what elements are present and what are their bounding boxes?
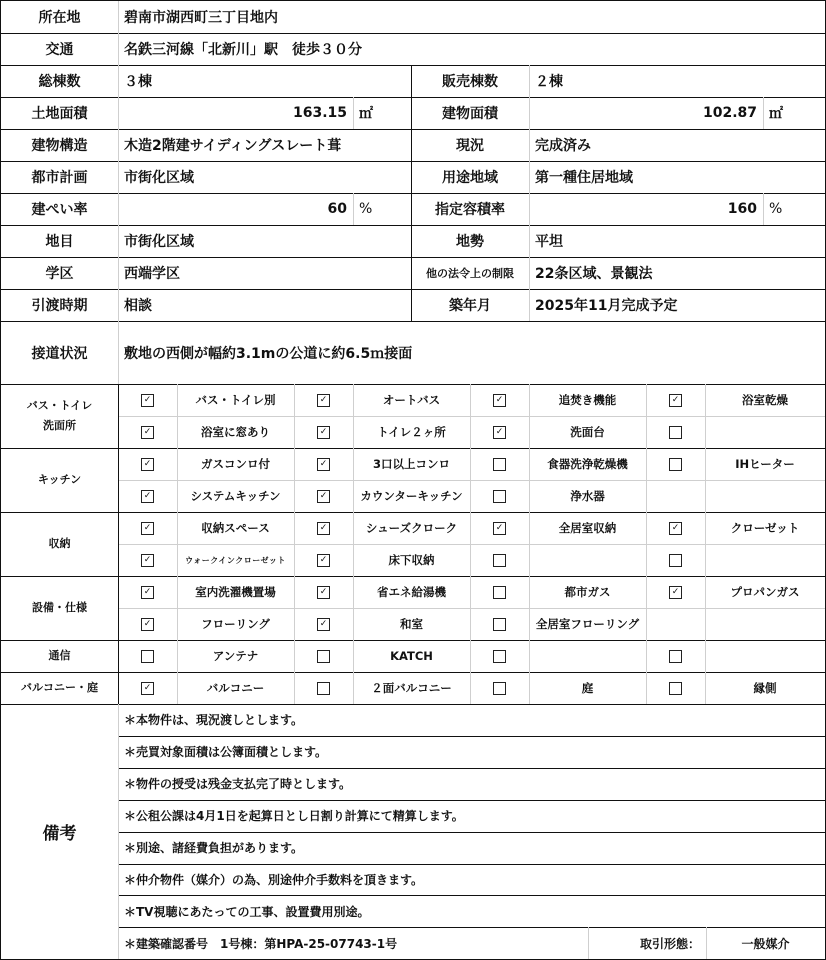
floor-area-ratio-unit: % <box>769 201 783 217</box>
feature-label <box>705 416 825 448</box>
building-area-label: 建物面積 <box>442 106 498 122</box>
road-access-label: 接道状況 <box>31 345 88 362</box>
feature-category: バス・トイレ 洗面所 <box>26 399 93 432</box>
checkbox-checked-icon: ✓ <box>141 458 154 471</box>
transport-value: 名鉄三河線「北新川」駅 徒歩３０分 <box>124 42 362 58</box>
feature-checkbox[interactable] <box>294 608 353 640</box>
feature-label: バス・トイレ別 <box>195 393 276 407</box>
status-label: 現況 <box>456 138 484 154</box>
checkbox-checked-icon: ✓ <box>141 394 154 407</box>
feature-label: 浄水器 <box>570 489 605 503</box>
feature-label: 省エネ給湯機 <box>377 585 446 599</box>
feature-checkbox[interactable] <box>118 544 177 576</box>
remark-note: ＊売買対象面積は公簿面積とします。 <box>124 745 328 760</box>
checkbox-empty-icon <box>317 650 330 663</box>
coverage-ratio-unit: % <box>359 201 373 217</box>
structure-value: 木造2階建サイディングスレート葺 <box>124 138 342 154</box>
transaction-type-value: 一般媒介 <box>741 936 790 951</box>
floor-area-ratio-value: 160 <box>727 201 757 217</box>
floor-area-ratio-label: 指定容積率 <box>435 202 505 218</box>
feature-checkbox[interactable] <box>294 512 353 544</box>
feature-checkbox[interactable] <box>646 480 705 512</box>
city-planning-value: 市街化区域 <box>124 170 194 186</box>
feature-checkbox[interactable] <box>646 544 705 576</box>
feature-category: キッチン <box>37 473 82 486</box>
feature-checkbox[interactable] <box>118 448 177 480</box>
feature-checkbox[interactable] <box>470 448 529 480</box>
feature-checkbox[interactable] <box>118 640 177 672</box>
feature-checkbox[interactable] <box>294 640 353 672</box>
feature-checkbox[interactable] <box>646 384 705 416</box>
checkbox-empty-icon <box>669 458 682 471</box>
feature-label: 収納スペース <box>201 521 270 535</box>
checkbox-checked-icon: ✓ <box>317 554 330 567</box>
feature-checkbox[interactable] <box>646 576 705 608</box>
checkbox-checked-icon: ✓ <box>141 490 154 503</box>
feature-checkbox[interactable] <box>294 544 353 576</box>
coverage-ratio-label: 建ぺい率 <box>31 202 88 218</box>
feature-label: アンテナ <box>212 649 259 663</box>
units-for-sale-value: ２棟 <box>535 74 563 90</box>
feature-checkbox[interactable] <box>118 416 177 448</box>
feature-label: トイレ２ヶ所 <box>377 425 446 439</box>
feature-label: ２面バルコニー <box>371 681 452 695</box>
feature-checkbox[interactable] <box>118 608 177 640</box>
land-area-unit: ㎡ <box>359 106 373 122</box>
checkbox-checked-icon: ✓ <box>669 586 682 599</box>
feature-label: オートバス <box>382 393 441 407</box>
feature-checkbox[interactable] <box>646 448 705 480</box>
checkbox-empty-icon <box>669 682 682 695</box>
checkbox-empty-icon <box>493 490 506 503</box>
land-area-label: 土地面積 <box>31 106 88 122</box>
feature-checkbox[interactable] <box>470 608 529 640</box>
feature-checkbox[interactable] <box>294 672 353 704</box>
checkbox-empty-icon <box>669 426 682 439</box>
road-access-value: 敷地の西側が幅約3.1mの公道に約6.5ｍ接面 <box>124 345 413 362</box>
delivery-label: 引渡時期 <box>31 298 88 314</box>
checkbox-checked-icon: ✓ <box>141 554 154 567</box>
feature-label <box>529 640 646 672</box>
location-label: 所在地 <box>38 10 81 26</box>
remark-note: ＊TV視聴にあたっての工事、設置費用別途。 <box>124 904 370 919</box>
checkbox-checked-icon: ✓ <box>317 426 330 439</box>
school-district-value: 西端学区 <box>124 266 180 282</box>
land-area-value: 163.15 <box>292 105 347 121</box>
other-restrictions-label: 他の法令上の制限 <box>426 267 514 280</box>
checkbox-empty-icon <box>141 650 154 663</box>
zoning-value: 第一種住居地域 <box>535 170 633 186</box>
checkbox-checked-icon: ✓ <box>669 522 682 535</box>
remark-note: ＊公租公課は4月1日を起算日とし日割り計算にて精算します。 <box>124 809 464 824</box>
checkbox-checked-icon: ✓ <box>317 458 330 471</box>
building-area-unit: ㎡ <box>769 106 783 122</box>
feature-label: 都市ガス <box>564 585 611 599</box>
transaction-type-label: 取引形態： <box>639 936 700 951</box>
feature-checkbox[interactable] <box>294 384 353 416</box>
feature-checkbox[interactable] <box>118 384 177 416</box>
status-value: 完成済み <box>535 138 591 154</box>
feature-label: ウォークインクローゼット <box>185 555 286 565</box>
remark-note: ＊本物件は、現況渡しとします。 <box>124 713 304 728</box>
total-units-label: 総棟数 <box>38 74 81 90</box>
feature-checkbox[interactable] <box>470 512 529 544</box>
checkbox-checked-icon: ✓ <box>493 394 506 407</box>
checkbox-empty-icon <box>493 554 506 567</box>
feature-checkbox[interactable] <box>470 544 529 576</box>
checkbox-empty-icon <box>493 682 506 695</box>
feature-checkbox[interactable] <box>118 512 177 544</box>
checkbox-checked-icon: ✓ <box>669 394 682 407</box>
feature-label: 和室 <box>400 617 423 631</box>
feature-checkbox[interactable] <box>294 416 353 448</box>
feature-label: ガスコンロ付 <box>201 457 270 471</box>
feature-checkbox[interactable] <box>118 672 177 704</box>
feature-label: 縁側 <box>753 681 777 695</box>
feature-checkbox[interactable] <box>646 640 705 672</box>
feature-checkbox[interactable] <box>646 416 705 448</box>
location-value: 碧南市湖西町三丁目地内 <box>124 10 278 26</box>
checkbox-empty-icon <box>493 650 506 663</box>
feature-label <box>705 640 825 672</box>
checkbox-checked-icon: ✓ <box>141 682 154 695</box>
feature-label: IHヒーター <box>735 457 795 471</box>
feature-label: システムキッチン <box>190 489 281 503</box>
checkbox-checked-icon: ✓ <box>141 426 154 439</box>
feature-checkbox[interactable] <box>646 672 705 704</box>
feature-checkbox[interactable] <box>294 576 353 608</box>
checkbox-empty-icon <box>493 458 506 471</box>
checkbox-checked-icon: ✓ <box>317 522 330 535</box>
feature-checkbox[interactable] <box>470 384 529 416</box>
checkbox-checked-icon: ✓ <box>493 426 506 439</box>
feature-label: プロパンガス <box>730 585 800 599</box>
built-value: 2025年11月完成予定 <box>535 298 678 314</box>
coverage-ratio-value: 60 <box>327 201 347 217</box>
feature-label: 浴室乾燥 <box>742 393 788 407</box>
feature-label: クローゼット <box>730 521 800 535</box>
feature-label: 追焚き機能 <box>558 393 617 407</box>
feature-label: 洗面台 <box>570 425 605 439</box>
feature-checkbox[interactable] <box>646 512 705 544</box>
land-category-label: 地目 <box>45 234 74 250</box>
checkbox-empty-icon <box>493 618 506 631</box>
delivery-value: 相談 <box>124 298 152 314</box>
built-label: 築年月 <box>449 298 491 314</box>
feature-label: 食器洗浄乾燥機 <box>547 457 628 471</box>
checkbox-checked-icon: ✓ <box>141 522 154 535</box>
checkbox-checked-icon: ✓ <box>317 618 330 631</box>
remark-note: ＊仲介物件（媒介）の為、別途仲介手数料を頂きます。 <box>124 872 424 887</box>
feature-checkbox[interactable] <box>294 480 353 512</box>
feature-label: シューズクローク <box>365 521 458 535</box>
feature-label <box>705 608 825 640</box>
feature-checkbox[interactable] <box>470 640 529 672</box>
feature-label: カウンターキッチン <box>360 489 463 503</box>
feature-label: 床下収納 <box>388 553 435 567</box>
checkbox-empty-icon <box>669 554 682 567</box>
feature-checkbox[interactable] <box>118 480 177 512</box>
city-planning-label: 都市計画 <box>31 170 88 186</box>
zoning-label: 用途地域 <box>442 170 498 186</box>
terrain-value: 平坦 <box>535 234 563 250</box>
feature-category: 収納 <box>48 537 71 550</box>
transport-label: 交通 <box>45 42 74 58</box>
structure-label: 建物構造 <box>31 138 88 154</box>
terrain-label: 地勢 <box>456 234 484 250</box>
feature-checkbox[interactable] <box>470 416 529 448</box>
feature-label: 全居室収納 <box>558 521 617 535</box>
remark-note: ＊別途、諸経費負担があります。 <box>124 841 304 856</box>
permit-number: ＊建築確認番号 1号棟：第HPA-25-07743-1号 <box>124 936 398 951</box>
feature-label <box>529 544 646 576</box>
feature-category: バルコニー・庭 <box>21 681 98 694</box>
units-for-sale-label: 販売棟数 <box>442 74 498 90</box>
feature-checkbox[interactable] <box>118 576 177 608</box>
feature-label <box>705 480 825 512</box>
feature-checkbox[interactable] <box>470 672 529 704</box>
total-units-value: ３棟 <box>124 74 152 90</box>
checkbox-checked-icon: ✓ <box>317 394 330 407</box>
feature-label: 室内洗濯機置場 <box>195 585 276 599</box>
checkbox-empty-icon <box>317 682 330 695</box>
other-restrictions-value: 22条区域、景観法 <box>535 266 653 282</box>
feature-label: 全居室フローリング <box>535 617 640 631</box>
feature-checkbox[interactable] <box>470 576 529 608</box>
feature-label: 庭 <box>581 681 594 695</box>
feature-checkbox[interactable] <box>646 608 705 640</box>
checkbox-checked-icon: ✓ <box>317 490 330 503</box>
land-category-value: 市街化区域 <box>124 234 194 250</box>
feature-label: バルコニー <box>206 681 265 695</box>
checkbox-empty-icon <box>493 586 506 599</box>
checkbox-empty-icon <box>669 650 682 663</box>
feature-label: 浴室に窓あり <box>201 425 270 439</box>
feature-label: 3口以上コンロ <box>372 457 450 471</box>
feature-category: 設備・仕様 <box>32 601 87 614</box>
remark-note: ＊物件の授受は残金支払完了時とします。 <box>124 777 352 792</box>
building-area-value: 102.87 <box>702 105 757 121</box>
checkbox-checked-icon: ✓ <box>317 586 330 599</box>
feature-label <box>705 544 825 576</box>
school-district-label: 学区 <box>45 266 74 282</box>
feature-label: KATCH <box>390 649 433 663</box>
checkbox-checked-icon: ✓ <box>493 522 506 535</box>
feature-category: 通信 <box>48 649 71 662</box>
checkbox-checked-icon: ✓ <box>141 586 154 599</box>
feature-checkbox[interactable] <box>294 448 353 480</box>
feature-checkbox[interactable] <box>470 480 529 512</box>
checkbox-checked-icon: ✓ <box>141 618 154 631</box>
feature-label: フローリング <box>201 617 270 631</box>
remarks-label: 備考 <box>42 824 77 844</box>
